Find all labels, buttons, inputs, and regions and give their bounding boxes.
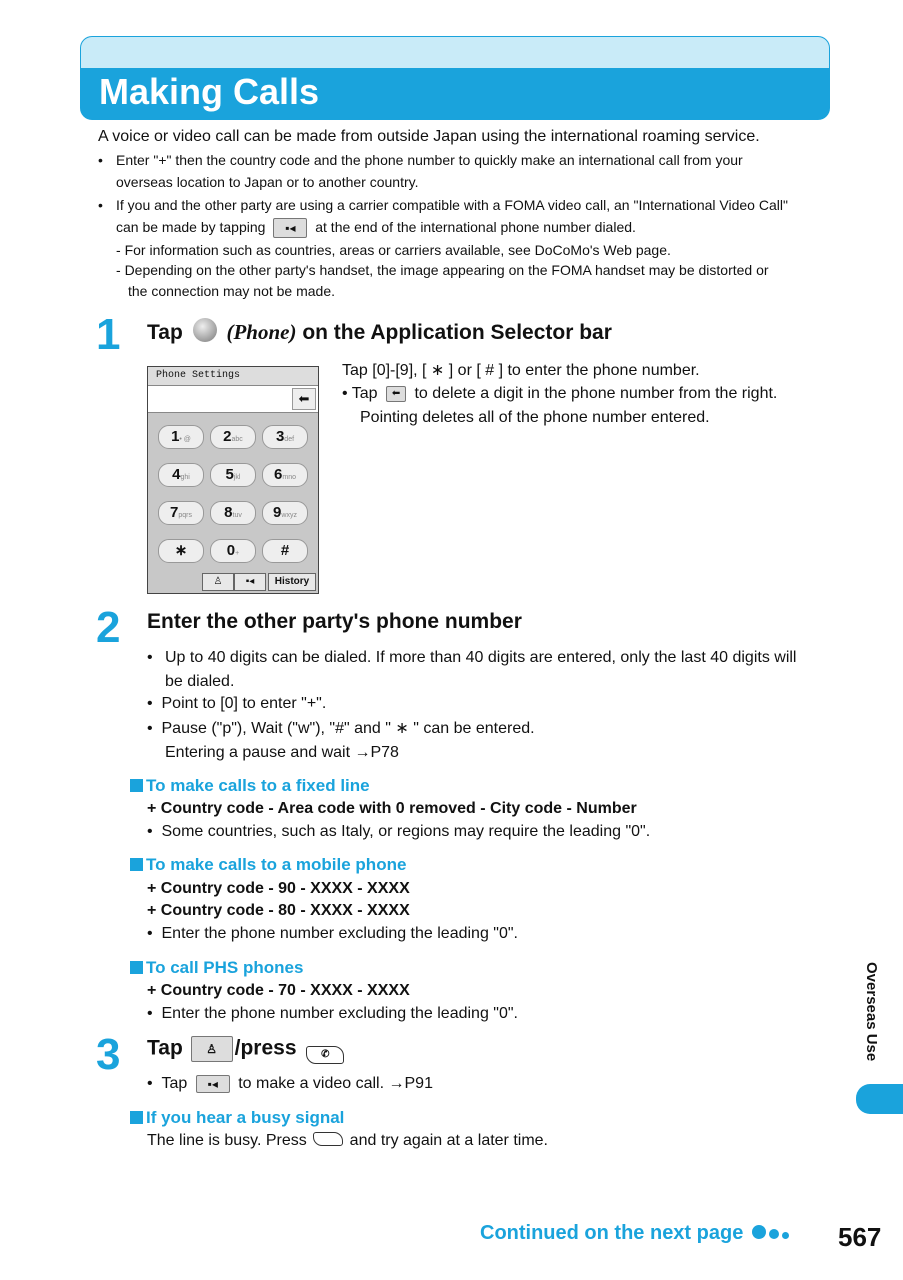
key-5: 5jkl xyxy=(210,463,256,487)
key-1: 1• @ xyxy=(158,425,204,449)
continued-note: Continued on the next page xyxy=(480,1222,789,1245)
section-busy-signal: If you hear a busy signal xyxy=(130,1108,344,1128)
end-key-icon xyxy=(313,1132,343,1146)
key-8: 8tuv xyxy=(210,501,256,525)
key-star: ∗ xyxy=(158,539,204,563)
fixed-line-format: + Country code - Area code with 0 removed - City code - Number xyxy=(147,800,637,817)
step-2-bullet-1: • Up to 40 digits can be dialed. If more than 40 digits are entered, only the last 40 digits will be dialed. xyxy=(147,649,797,690)
page-header xyxy=(80,36,830,120)
voice-call-icon: ♙ xyxy=(202,573,234,591)
call-key-icon: ✆ xyxy=(306,1046,344,1064)
step-number-2: 2 xyxy=(96,603,121,652)
mobile-note: • Enter the phone number excluding the leading "0". xyxy=(147,925,518,942)
key-hash: # xyxy=(262,539,308,563)
dialer-display xyxy=(148,386,318,413)
bullet-video-call: • If you and the other party are using a carrier compatible with a FOMA video call, an "International Video Call" can be made by tapping ▪◂ at the end of the international phone number dialed. xyxy=(98,194,838,238)
history-button-label: History xyxy=(268,573,316,591)
page-number: 567 xyxy=(838,1222,882,1252)
key-3: 3def xyxy=(262,425,308,449)
backspace-key-icon: ⬅ xyxy=(292,388,316,410)
fixed-line-note: • Some countries, such as Italy, or regions may require the leading "0". xyxy=(147,823,651,840)
step-1-desc-1: Tap [0]-[9], [ ∗ ] or [ # ] to enter the phone number. xyxy=(342,362,700,379)
continue-dots-icon xyxy=(749,1222,789,1244)
section-mobile-phone: To make calls to a mobile phone xyxy=(130,855,406,875)
header-band xyxy=(81,37,829,68)
dash-note-2: - Depending on the other party's handset, the image appearing on the FOMA handset may be distorted or the connection may not be made. xyxy=(116,262,769,299)
section-phs: To call PHS phones xyxy=(130,958,303,978)
side-tab-marker xyxy=(856,1084,903,1114)
step-1-title: Tap (Phone) on the Application Selector bar xyxy=(147,320,612,344)
key-4: 4ghi xyxy=(158,463,204,487)
key-9: 9wxyz xyxy=(262,501,308,525)
key-7: 7pqrs xyxy=(158,501,204,525)
step-1-desc-2: • Tap ⬅ to delete a digit in the phone number from the right. xyxy=(342,385,778,402)
video-call-icon-2: ▪◂ xyxy=(196,1075,230,1093)
intro-text: A voice or video call can be made from outside Japan using the international roaming service. xyxy=(98,128,760,145)
phs-note: • Enter the phone number excluding the leading "0". xyxy=(147,1005,518,1022)
step-2-bullet-3: • Pause ("p"), Wait ("w"), "#" and " ∗ " can be entered. Entering a pause and wait →P78 xyxy=(147,720,535,761)
phone-app-icon xyxy=(193,318,217,342)
step-number-3: 3 xyxy=(96,1030,121,1079)
phone-dialer-image xyxy=(147,366,319,594)
backspace-icon: ⬅ xyxy=(386,386,406,402)
key-0: 0+ xyxy=(210,539,256,563)
video-icon: ▪◂ xyxy=(234,573,266,591)
step-number-1: 1 xyxy=(96,310,121,359)
mobile-format-1: + Country code - 90 - XXXX - XXXX xyxy=(147,880,410,897)
dialer-menu-bar: Phone Settings xyxy=(148,367,318,386)
video-call-icon: ▪◂ xyxy=(273,218,307,238)
mobile-format-2: + Country code - 80 - XXXX - XXXX xyxy=(147,902,410,919)
dash-note-1: - For information such as countries, areas or carriers available, see DoCoMo's Web page. xyxy=(116,242,671,258)
bullet-shortcut: • Enter "+" then the country code and the phone number to quickly make an international call from your overseas location to Japan or to another country. xyxy=(98,152,743,190)
section-fixed-line: To make calls to a fixed line xyxy=(130,776,370,796)
phs-format: + Country code - 70 - XXXX - XXXX xyxy=(147,982,410,999)
step-2-bullet-2: • Point to [0] to enter "+". xyxy=(147,695,327,712)
step-3-title: Tap ♙ /press ✆ xyxy=(147,1036,344,1064)
key-6: 6mno xyxy=(262,463,308,487)
busy-text: The line is busy. Press and try again at a later time. xyxy=(147,1132,548,1149)
page-title: Making Calls xyxy=(99,71,320,112)
side-section-label: Overseas Use xyxy=(863,962,880,1062)
step-3-bullet: • Tap ▪◂ to make a video call. →P91 xyxy=(147,1075,433,1092)
key-2: 2abc xyxy=(210,425,256,449)
step-1-desc-3: Pointing deletes all of the phone number entered. xyxy=(360,409,710,426)
step-2-title: Enter the other party's phone number xyxy=(147,610,522,633)
voice-call-button-icon: ♙ xyxy=(191,1036,233,1062)
